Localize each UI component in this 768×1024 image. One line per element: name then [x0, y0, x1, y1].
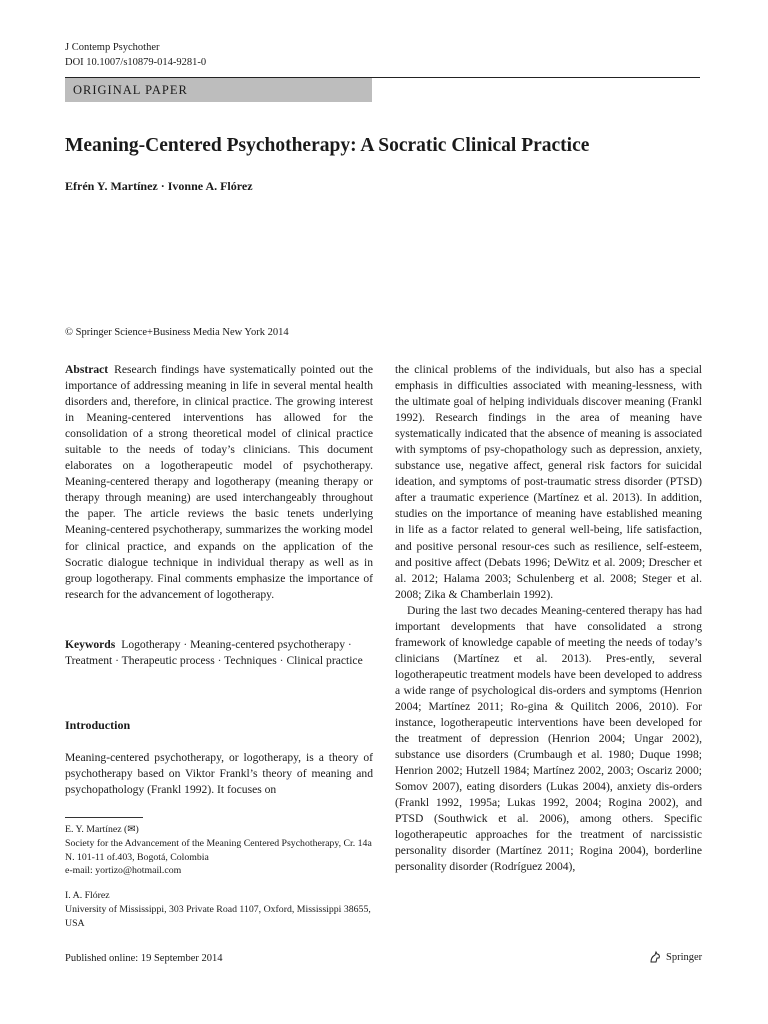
affiliation-2-name: I. A. Flórez: [65, 890, 110, 901]
footnote-rule: [65, 817, 143, 818]
keywords-label: Keywords: [65, 638, 116, 651]
keywords: [65, 637, 373, 669]
affiliation-2-org: University of Mississippi, 303 Private Road 1107, Oxford, Mississippi 38655, USA: [65, 903, 371, 929]
authors: Efrén Y. Martínez · Ivonne A. Flórez: [65, 179, 253, 193]
affiliation-2: [65, 889, 375, 930]
published-date: Published online: 19 September 2014: [65, 953, 223, 964]
springer-horse-icon: [648, 950, 662, 964]
affiliation-1-org: Society for the Advancement of the Meaning Centered Psychotherapy, Cr. 14a N. 101-11 of.403, Bogotá, Colombia: [65, 837, 372, 863]
keywords-text: Logotherapy · Meaning-centered psychotherapy · Treatment · Therapeutic process · Techniques · Clinical practice: [65, 638, 363, 668]
publisher-name: Springer: [666, 951, 703, 963]
right-paragraph-1: the clinical problems of the individuals, but also has a special emphasis in difficulties associated with meaning-lessness, with the ultimate goal of helping individuals discover meaning (Frankl 1992). Research findings in the area of meaning have systematically indicated that the absence of meaning is associated with symptoms of psy-chopathology such as depression, anxiety, substance use, negative affect, general risk factors for suicidal ideation, and symptoms of post-traumatic stress disorder (PTSD) after a traumatic experience (Martínez et al. 2013). In addition, studies on the importance of meaning have established meaning in life as a factor related to general well-being, life satisfaction, and positive personal resour-ces such as resilience, self-esteem, and positive affect (Debats 1996; DeWitz et al. 2009; Drescher et al. 2012; Halama 2003; Schulenberg et al. 2008; Steger et al. 2008; Zika & Chamberlain 1992).: [395, 363, 702, 601]
publisher-logo: [648, 950, 702, 964]
affiliation-1-name: E. Y. Martínez (✉): [65, 824, 139, 835]
journal-header: [65, 40, 206, 70]
affiliation-1: [65, 823, 375, 878]
journal-name: J Contemp Psychother: [65, 42, 160, 53]
introduction-heading: Introduction: [65, 718, 131, 732]
paper-type-banner: ORIGINAL PAPER: [65, 78, 372, 102]
affiliation-1-email[interactable]: e-mail: yortizo@hotmail.com: [65, 865, 182, 877]
right-paragraph-2: During the last two decades Meaning-centered therapy has had important developments that have consolidated a strong framework of knowledge capable of meeting the needs of today’s clinicians (Martínez et al. 2013). Pres-ently, several logotherapeutic treatment models have been developed to address a wide range of psychological dis-orders and symptoms (Henrion 2004; Martínez 2011; Ro-gina & Quilitch 2006, 2010). For instance, logotherapeutic interventions have been developed for the treatment of depression (Henrion 2004; Ungar 2002), substance use disorders (Crumbaugh et al. 1980; Duque 1998; Henrion 2002; Hutzell 1984; Martínez 2002, 2003; Oscariz 2000; Somov 2007), eating disorders (Lukas 2004), anxiety dis-orders (Frankl 1992, 1995a; Lukas 1992, 2004; Rogina 2002), and PTSD (Southwick et al. 2006), among others. Specific logotherapeutic approaches for the treatment of narcissistic personality disorder (Martínez 2011; Rogina 2004), borderline personality disorder (Rodríguez 2004),: [395, 603, 702, 874]
article-title: Meaning-Centered Psychotherapy: A Socratic Clinical Practice: [65, 135, 590, 156]
introduction-text: Meaning-centered psychotherapy, or logotherapy, is a theory of psychotherapy based on Viktor Frankl’s theory of meaning and psychopathology (Frankl 1992). It focuses on: [65, 751, 373, 797]
right-column: [395, 362, 702, 876]
copyright: © Springer Science+Business Media New York 2014: [65, 327, 289, 338]
abstract-text: Research findings have systematically pointed out the importance of addressing meaning in life in several mental health disorders and, therefore, in clinical practice. The growing interest in Meaning-centered interventions has allowed for the consolidation of a strong theoretical model of clinical practice suitable to the needs of today’s clinicians. This document elaborates on a logotherapeutic model of psychotherapy. Meaning-centered therapy and logotherapy (meaning therapy or therapy through meaning) are used interchangeably throughout the paper. The article reviews the basic tenets underlying Meaning-centered psychotherapy, summarizes the working model for clinical practice, and expands on the application of the Socratic dialogue technique in individual therapy as well as in group logotherapy. Final comments emphasize the importance of research for the advancement of logotherapy.: [65, 363, 373, 601]
abstract-label: Abstract: [65, 363, 109, 376]
abstract: [65, 362, 373, 603]
doi[interactable]: DOI 10.1007/s10879-014-9281-0: [65, 57, 207, 68]
